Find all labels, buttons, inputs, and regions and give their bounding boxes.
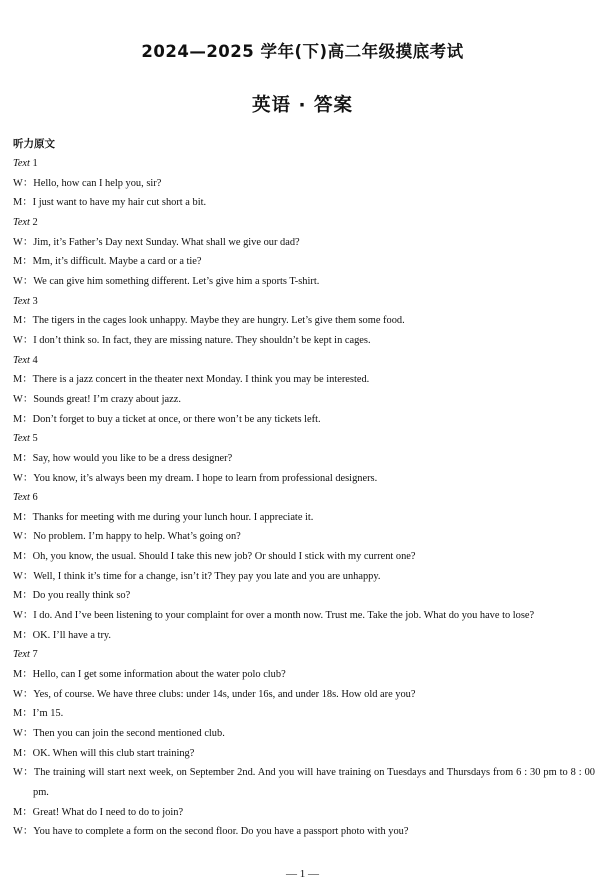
dialogue-text: The tigers in the cages look unhappy. Maybe they are hungry. Let’s give them some food. [32,315,405,327]
page-number: — 1 — [286,868,319,880]
dialogue-line [13,469,595,489]
speaker-label: M [13,452,23,464]
speaker-separator: ： [22,551,33,563]
dialogue-text: OK. When will this club start training? [32,747,195,759]
text-label [13,645,595,665]
dialogue-text: There is a jazz concert in the theater next Monday. I think you may be interested. [32,374,370,386]
dialogue-text: No problem. I’m happy to help. What’s going on? [33,531,241,543]
dialogue-line [13,174,595,194]
dialogue-line [13,410,595,430]
dialogue-line [13,567,595,587]
speaker-label: M [13,511,23,523]
speaker-separator: ： [22,728,34,740]
dialogue-line [13,449,595,469]
subject-title: 英语 · 答案 [252,95,353,116]
speaker-separator: ： [22,177,34,189]
speaker-separator: ： [22,511,33,523]
text-label-number: 6 [32,492,38,504]
dialogue-line [13,193,595,213]
speaker-label: W [13,728,23,740]
dialogue-line [13,370,595,390]
speaker-label: M [13,374,23,386]
dialogue-text: We can give him something different. Let’s give him a sports T-shirt. [33,275,320,287]
text-label [13,154,595,174]
speaker-label: W [13,393,23,405]
dialogue-line [13,763,595,802]
speaker-label: M [13,256,23,268]
dialogue-line [13,744,595,764]
speaker-label: M [13,551,23,563]
text-label [13,429,595,449]
dialogue-line [13,233,595,253]
text-label [13,351,595,371]
text-label [13,213,595,233]
speaker-separator: ： [22,669,33,681]
dialogue-line [13,626,595,646]
speaker-label: M [13,629,23,641]
speaker-separator: ： [22,472,34,484]
dialogue-text: Sounds great! I’m crazy about jazz. [33,393,181,405]
dialogue-text: Great! What do I need to do to join? [32,806,184,818]
speaker-label: M [13,315,23,327]
text-label-word: Text [13,649,30,661]
dialogue-line [13,665,595,685]
speaker-label: W [13,334,23,346]
speaker-separator: ： [22,708,33,720]
exam-title: 2024—2025 学年(下)高二年级摸底考试 [141,42,464,61]
text-label-word: Text [13,216,30,228]
speaker-separator: ： [22,767,34,779]
speaker-separator: ： [22,570,34,582]
dialogue-text: I’m 15. [32,708,64,720]
text-label-word: Text [13,158,30,169]
dialogue-text: Say, how would you like to be a dress designer? [32,452,233,464]
speaker-label: M [13,669,23,681]
speaker-separator: ： [22,315,33,327]
dialogue-line [13,606,595,626]
speaker-label: W [13,275,23,287]
speaker-label: M [13,708,23,720]
dialogue-line [13,311,595,331]
speaker-separator: ： [22,374,33,386]
speaker-separator: ： [22,531,34,543]
speaker-separator: ： [22,452,33,464]
text-label-word: Text [13,354,30,366]
speaker-separator: ： [22,334,34,346]
speaker-label: M [13,197,23,209]
speaker-label: W [13,177,23,189]
dialogue-text: Hello, can I get some information about the water polo club? [32,669,286,681]
speaker-separator: ： [22,688,34,700]
speaker-separator: ： [22,256,33,268]
dialogue-text: Then you can join the second mentioned club. [33,728,225,740]
dialogue-line [13,331,595,351]
dialogue-text: I don’t think so. In fact, they are missing nature. They shouldn’t be kept in cages. [33,334,371,346]
dialogue-text: I just want to have my hair cut short a bit. [32,197,207,209]
dialogue-text: Do you really think so? [32,590,131,602]
speaker-separator: ： [22,413,33,425]
speaker-separator: ： [22,197,33,209]
dialogue-line [13,252,595,272]
speaker-label: W [13,610,23,622]
text-label-number: 2 [32,216,38,228]
text-label-number: 4 [32,354,38,366]
dialogue-text: Hello, how can I help you, sir? [33,177,162,189]
speaker-label: M [13,747,23,759]
dialogue-line [13,704,595,724]
dialogue-line [13,685,595,705]
speaker-separator: ： [22,275,34,287]
text-label [13,488,595,508]
dialogue-line [13,803,595,823]
dialogue-line [13,547,595,567]
speaker-separator: ： [22,590,33,602]
speaker-separator: ： [22,610,34,622]
speaker-separator: ： [22,826,34,838]
speaker-label: W [13,236,23,248]
speaker-label: W [13,826,23,838]
dialogue-text: Oh, you know, the usual. Should I take this new job? Or should I stick with my current one? [32,551,416,563]
dialogue-line [13,822,595,842]
section-heading: 听力原文 [13,138,55,150]
text-label-number: 5 [32,433,38,445]
text-label-word: Text [13,433,30,445]
text-label [13,292,595,312]
dialogue-text: Mm, it’s difficult. Maybe a card or a tie? [32,256,202,268]
dialogue-text: Thanks for meeting with me during your lunch hour. I appreciate it. [32,511,314,523]
speaker-label: W [13,570,23,582]
dialogue-line [13,390,595,410]
speaker-label: M [13,590,23,602]
text-label-number: 1 [32,158,38,169]
dialogue-text: I do. And I’ve been listening to your complaint for over a month now. Trust me. Take the job. What do you have to lose? [33,610,535,622]
dialogue-text: You know, it’s always been my dream. I hope to learn from professional designers. [33,472,378,484]
text-label-word: Text [13,295,30,307]
dialogue-text: Don’t forget to buy a ticket at once, or there won’t be any tickets left. [32,413,321,425]
dialogue-text: Jim, it’s Father’s Day next Sunday. What shall we give our dad? [33,236,300,248]
dialogue-text: You have to complete a form on the second floor. Do you have a passport photo with you? [33,826,409,838]
text-label-word: Text [13,492,30,504]
speaker-separator: ： [22,747,33,759]
speaker-label: W [13,472,23,484]
dialogue-line [13,724,595,744]
text-label-number: 7 [32,649,38,661]
speaker-label: W [13,688,23,700]
dialogue-text: OK. I’ll have a try. [32,629,112,641]
dialogue-text: Well, I think it’s time for a change, isn’t it? They pay you late and you are unhappy. [33,570,381,582]
speaker-label: W [13,767,23,779]
dialogue-line [13,527,595,547]
text-label-number: 3 [32,295,38,307]
listening-transcript [13,154,595,842]
dialogue-line [13,272,595,292]
dialogue-line [13,508,595,528]
speaker-separator: ： [22,629,33,641]
speaker-label: W [13,531,23,543]
speaker-separator: ： [22,806,33,818]
speaker-label: M [13,413,23,425]
dialogue-text: Yes, of course. We have three clubs: under 14s, under 16s, and under 18s. How old are you? [33,688,416,700]
dialogue-text: The training will start next week, on September 2nd. And you will have training on Tuesdays and Thursdays from 6 : 30 pm to 8 : 00 pm. [33,767,595,798]
speaker-label: M [13,806,23,818]
speaker-separator: ： [22,236,34,248]
dialogue-line [13,586,595,606]
speaker-separator: ： [22,393,34,405]
